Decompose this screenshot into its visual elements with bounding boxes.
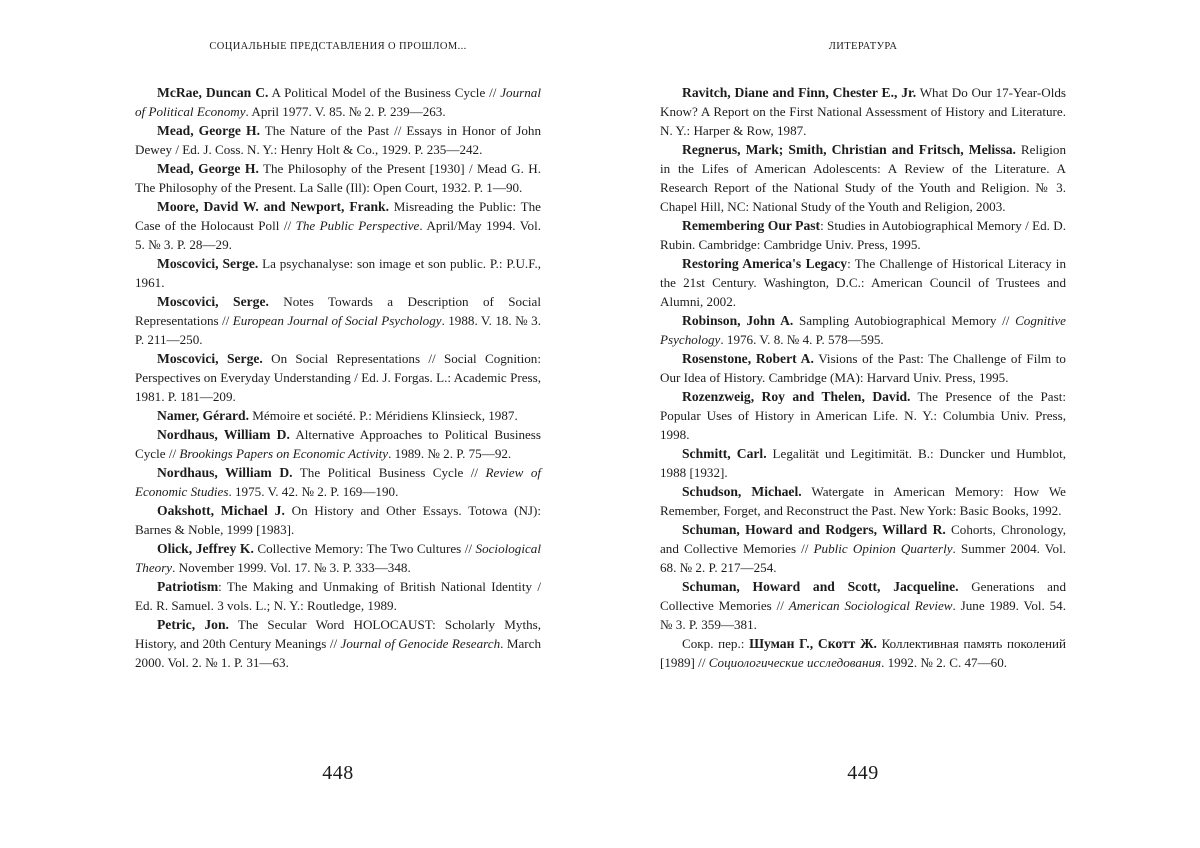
entry-details: . 1992. № 2. С. 47—60. <box>881 655 1008 670</box>
entry-text: Watergate in American Memory: How We Remember, Forget, and Reconstruct the Past. New York: Basic Books, 1992. <box>660 484 1066 518</box>
entry-author: Rosenstone, Robert A. <box>682 351 814 366</box>
entry-author: Patriotism <box>157 579 219 594</box>
bibliography-list <box>660 83 1066 672</box>
bibliography-entry <box>135 577 541 615</box>
bibliography-entry <box>135 349 541 406</box>
entry-author: McRae, Duncan C. <box>157 85 269 100</box>
entry-text: Alternative Approaches to Political Business Cycle // <box>135 427 542 461</box>
entry-author: Schuman, Howard and Rodgers, Willard R. <box>682 522 946 537</box>
entry-author: Schudson, Michael. <box>682 484 802 499</box>
entry-details: . 1975. V. 42. № 2. P. 169—190. <box>228 484 399 499</box>
entry-text: What Do Our 17-Year-Olds Know? A Report on the First National Assessment of History and Literature. N. Y.: Harper & Row, 1987. <box>660 85 1066 138</box>
entry-details: . 1989. № 2. P. 75—92. <box>388 446 512 461</box>
entry-details: . April 1977. V. 85. № 2. P. 239—263. <box>245 104 446 119</box>
entry-text: Religion in the Lifes of American Adolescents: A Review of the Literature. A Research Report of the National Study of the Youth and Religion. № 3. Chapel Hill, NC: National Study of the Youth and Religion, 2003. <box>660 142 1067 214</box>
entry-details: . April/May 1994. Vol. 5. № 3. P. 28—29. <box>135 218 542 252</box>
entry-details: . June 1989. Vol. 54. № 3. P. 359—381. <box>660 598 1066 632</box>
bibliography-entry <box>660 444 1066 482</box>
entry-author: Ravitch, Diane and Finn, Chester E., Jr. <box>682 85 917 100</box>
bibliography-entry <box>135 406 541 425</box>
entry-text: On Social Representations // Social Cognition: Perspectives on Everyday Understanding / Ed. J. Forgas. L.: Academic Press, 1981. P. 181—209. <box>135 351 541 404</box>
entry-source-title: Review of Economic Studies <box>135 465 542 499</box>
bibliography-entry <box>135 83 541 121</box>
entry-text: Legalität und Legitimität. B.: Duncker und Humblot, 1988 [1932]. <box>660 446 1066 480</box>
entry-source-title: Journal of Political Economy <box>135 85 541 119</box>
entry-source-title: Социологические исследования <box>708 655 882 670</box>
entry-source-title: Public Opinion Quarterly <box>813 541 953 556</box>
entry-author: Olick, Jeffrey K. <box>157 541 254 556</box>
entry-details: . 1976. V. 8. № 4. P. 578—595. <box>720 332 884 347</box>
entry-author: Schuman, Howard and Scott, Jacqueline. <box>682 579 959 594</box>
entry-text: : The Challenge of Historical Literacy in the 21st Century. Washington, D.C.: American Council of Trustees and Alumni, 2002. <box>660 256 1066 309</box>
bibliography-entry <box>660 140 1066 216</box>
left-page <box>135 0 541 848</box>
bibliography-entry <box>135 425 541 463</box>
running-head: СОЦИАЛЬНЫЕ ПРЕДСТАВЛЕНИЯ О ПРОШЛОМ... <box>209 41 467 52</box>
entry-author: Шуман Г., Скотт Ж. <box>749 636 877 651</box>
entry-source-title: American Sociological Review <box>788 598 953 613</box>
entry-author: Mead, George H. <box>157 123 260 138</box>
entry-text: The Philosophy of the Present [1930] / Mead G. H. The Philosophy of the Present. La Salle (Ill): Open Court, 1932. P. 1—90. <box>135 161 541 195</box>
bibliography-entry <box>660 254 1066 311</box>
entry-text: Cohorts, Chronology, and Collective Memories // <box>660 522 1066 556</box>
entry-text: Sampling Autobiographical Memory // <box>793 313 1016 328</box>
bibliography-entry <box>135 615 541 672</box>
bibliography-entry <box>135 254 541 292</box>
bibliography-entry <box>135 197 541 254</box>
running-head: ЛИТЕРАТУРА <box>828 41 898 52</box>
entry-source-title: Cognitive Psychology <box>660 313 1066 347</box>
entry-details: . Summer 2004. Vol. 68. № 2. P. 217—254. <box>660 541 1066 575</box>
entry-author: Schmitt, Carl. <box>682 446 767 461</box>
bibliography-entry <box>660 216 1066 254</box>
entry-author: Nordhaus, William D. <box>157 465 293 480</box>
entry-text: : The Making and Unmaking of British National Identity / Ed. R. Samuel. 3 vols. L.; N. Y.: Routledge, 1989. <box>135 579 541 613</box>
entry-author: Mead, George H. <box>157 161 259 176</box>
entry-text: The Political Business Cycle // <box>292 465 486 480</box>
entry-text: Misreading the Public: The Case of the Holocaust Poll // <box>135 199 541 233</box>
entry-author: Moscovici, Serge. <box>157 351 263 366</box>
entry-source-title: Sociological Theory <box>135 541 541 575</box>
entry-author: Robinson, John A. <box>682 313 794 328</box>
entry-text: A Political Model of the Business Cycle // <box>268 85 501 100</box>
bibliography-entry <box>660 634 1066 672</box>
bibliography-list <box>135 83 541 672</box>
entry-source-title: Journal of Genocide Research <box>340 636 501 651</box>
entry-text: Mémoire et société. P.: Méridiens Klinsieck, 1987. <box>248 408 518 423</box>
entry-author: Rozenzweig, Roy and Thelen, David. <box>682 389 911 404</box>
entry-author: Namer, Gérard. <box>157 408 249 423</box>
right-page <box>660 0 1066 848</box>
entry-text: Collective Memory: The Two Cultures // <box>253 541 476 556</box>
entry-text: Generations and Collective Memories // <box>660 579 1067 613</box>
bibliography-entry <box>135 159 541 197</box>
entry-text: Notes Towards a Description of Social Representations // <box>135 294 541 328</box>
entry-author: Regnerus, Mark; Smith, Christian and Fritsch, Melissa. <box>682 142 1016 157</box>
entry-text: Visions of the Past: The Challenge of Film to Our Idea of History. Cambridge (MA): Harvard Univ. Press, 1995. <box>660 351 1066 385</box>
bibliography-entry <box>135 292 541 349</box>
entry-text: La psychanalyse: son image et son public. P.: P.U.F., 1961. <box>135 256 541 290</box>
entry-details: . March 2000. Vol. 2. № 1. P. 31—63. <box>135 636 541 670</box>
entry-prefix: Сокр. пер.: <box>682 636 750 651</box>
entry-source-title: The Public Perspective <box>295 218 420 233</box>
entry-author: Moscovici, Serge. <box>157 294 269 309</box>
entry-source-title: European Journal of Social Psychology <box>232 313 442 328</box>
page-number: 449 <box>847 762 879 784</box>
bibliography-entry <box>660 311 1066 349</box>
entry-text: The Nature of the Past // Essays in Honor of John Dewey / Ed. J. Coss. N. Y.: Henry Holt & Co., 1929. P. 235—242. <box>135 123 541 157</box>
entry-text: On History and Other Essays. Totowa (NJ): Barnes & Noble, 1999 [1983]. <box>135 503 541 537</box>
entry-text: : Studies in Autobiographical Memory / Ed. D. Rubin. Cambridge: Cambridge Univ. Press, 1995. <box>660 218 1066 252</box>
entry-text: The Presence of the Past: Popular Uses of History in American Life. N. Y.: Columbia Univ. Press, 1998. <box>660 389 1066 442</box>
bibliography-entry <box>660 482 1066 520</box>
entry-author: Restoring America's Legacy <box>682 256 848 271</box>
entry-text: Коллективная память поколений [1989] // <box>660 636 1066 670</box>
entry-source-title: Brookings Papers on Economic Activity <box>179 446 389 461</box>
entry-author: Nordhaus, William D. <box>157 427 290 442</box>
bibliography-entry <box>660 349 1066 387</box>
entry-text: The Secular Word HOLOCAUST: Scholarly Myths, History, and 20th Century Meanings // <box>135 617 541 651</box>
bibliography-entry <box>660 577 1066 634</box>
entry-author: Petric, Jon. <box>157 617 229 632</box>
entry-details: . 1988. V. 18. № 3. P. 211—250. <box>135 313 541 347</box>
bibliography-entry <box>660 387 1066 444</box>
bibliography-entry <box>135 539 541 577</box>
entry-author: Moore, David W. and Newport, Frank. <box>157 199 389 214</box>
bibliography-entry <box>660 83 1066 140</box>
entry-author: Remembering Our Past <box>682 218 821 233</box>
entry-author: Oakshott, Michael J. <box>157 503 285 518</box>
bibliography-entry <box>135 463 541 501</box>
bibliography-entry <box>660 520 1066 577</box>
bibliography-entry <box>135 501 541 539</box>
entry-author: Moscovici, Serge. <box>157 256 259 271</box>
bibliography-entry <box>135 121 541 159</box>
page-number: 448 <box>322 762 354 784</box>
entry-details: . November 1999. Vol. 17. № 3. P. 333—348. <box>172 560 411 575</box>
